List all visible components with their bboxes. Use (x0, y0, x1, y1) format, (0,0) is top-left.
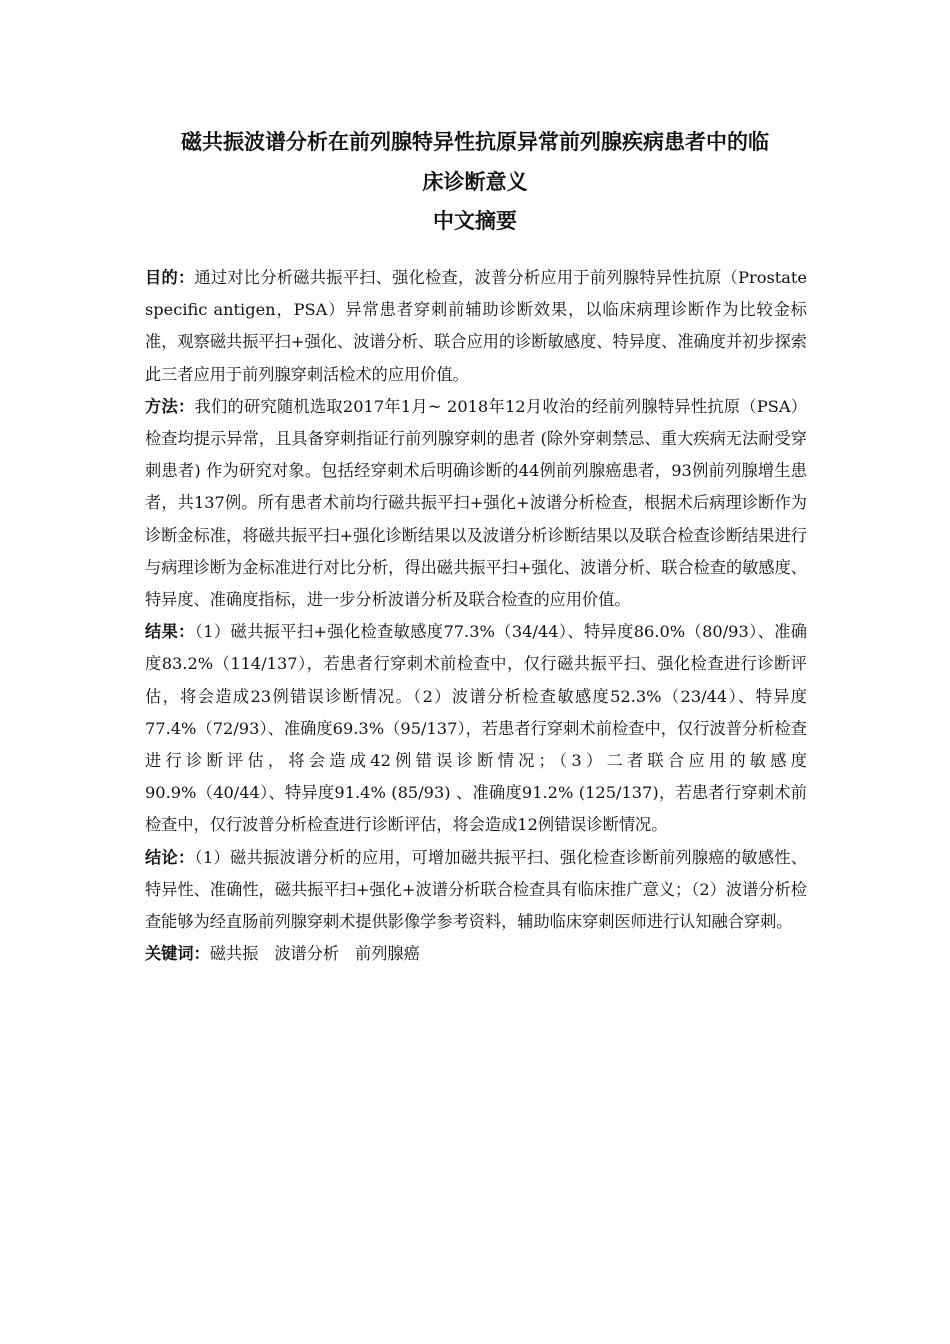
document-title-line-2: 床诊断意义 (422, 170, 528, 194)
objective-label: 目的： (145, 268, 195, 287)
keyword-item: 前列腺癌 (355, 944, 420, 964)
results-text: （1）磁共振平扫+强化检查敏感度77.3%（34/44）、特异度86.0%（80/93）、准确度83.2%（114/137），若患者行穿刺术前检查中，仅行磁共振平扫、强化检查进行诊断评估，将会造成23例错误诊断情况。（2）波谱分析检查敏感度52.3%（23/44）、特异度77.4%（72/93）、准确度69.3%（95/137），若患者行穿刺术前检查中，仅行波普分析检查进行诊断评估，将会造成42例错误诊断情况；（3）二者联合应用的敏感度90.9%（40/44）、特异度91.4% (85/93) 、准确度91.2% (125/137)，若患者行穿刺术前检查中，仅行波普分析检查进行诊断评估，将会造成12例错误诊断情况。 (145, 622, 807, 835)
methods-text: 我们的研究随机选取2017年1月~ 2018年12月收治的经前列腺特异性抗原（PSA）检查均提示异常，且具备穿刺指证行前列腺穿刺的患者 (除外穿刺禁忌、重大疾病无法耐受穿刺患者) 作为研究对象。包括经穿刺术后明确诊断的44例前列腺癌患者，93例前列腺增生患者，共137例。所有患者术前均行磁共振平扫+强化+波谱分析检查，根据术后病理诊断作为诊断金标准，将磁共振平扫+强化诊断结果以及波谱分析诊断结果以及联合检查诊断结果进行与病理诊断为金标准进行对比分析，得出磁共振平扫+强化、波谱分析、联合检查的敏感度、特异度、准确度指标，进一步分析波谱分析及联合检查的应用价值。 (145, 396, 807, 610)
results-paragraph (145, 616, 807, 841)
conclusion-label: 结论： (145, 847, 195, 867)
document-title-line-1: 磁共振波谱分析在前列腺特异性抗原异常前列腺疾病患者中的临 (181, 130, 769, 154)
conclusion-paragraph (145, 842, 807, 939)
keywords-label: 关键词： (145, 944, 210, 964)
objective-text: 通过对比分析磁共振平扫、强化检查，波普分析应用于前列腺特异性抗原（Prostate specific antigen，PSA）异常患者穿刺前辅助诊断效果，以临床病理诊断作为比较金标准，观察磁共振平扫+强化、波谱分析、联合应用的诊断敏感度、特异度、准确度并初步探索此三者应用于前列腺穿刺活检术的应用价值。 (145, 268, 808, 384)
methods-paragraph (145, 391, 807, 616)
keywords-paragraph (145, 938, 807, 970)
methods-label: 方法： (145, 396, 195, 416)
results-label: 结果： (145, 622, 195, 642)
abstract-body (145, 262, 807, 970)
abstract-heading: 中文摘要 (433, 209, 517, 233)
objective-paragraph (145, 262, 807, 391)
conclusion-text: （1）磁共振波谱分析的应用，可增加磁共振平扫、强化检查诊断前列腺癌的敏感性、特异性、准确性，磁共振平扫+强化+波谱分析联合检查具有临床推广意义；（2）波谱分析检查能够为经直肠前列腺穿刺术提供影像学参考资料，辅助临床穿刺医师进行认知融合穿刺。 (145, 847, 808, 932)
keyword-item: 磁共振 (209, 944, 259, 964)
keyword-item: 波谱分析 (274, 944, 340, 964)
